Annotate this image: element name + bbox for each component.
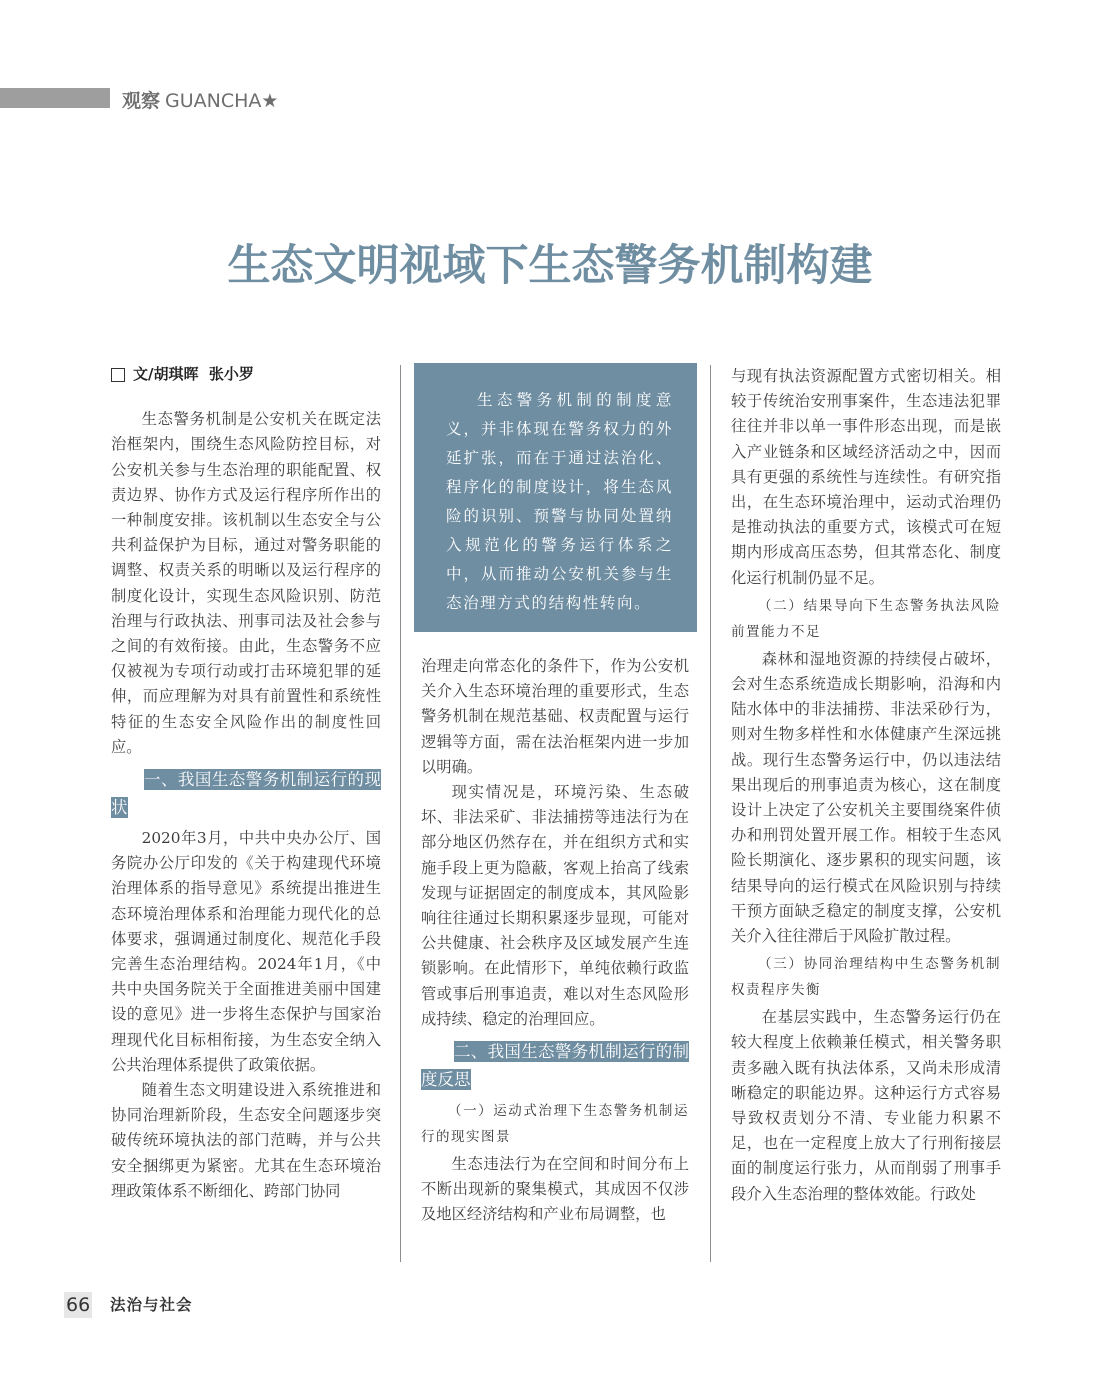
paragraph: 2020年3月，中共中央办公厅、国务院办公厅印发的《关于构建现代环境治理体系的指导意见》系统提出推进生态环境治理体系和治理能力现代化的总体要求，强调通过制度化、规范化手段完善生态治理结构。2024年1月，《中共中央国务院关于全面推进美丽中国建设的意见》进一步将生态保护与国家治理现代化目标相衔接，为生态安全纳入公共治理体系提供了政策依据。 [111,829,381,1074]
star-icon: ★ [261,90,279,112]
section-label-cn: 观察 [122,90,161,112]
page-number: 66 [66,1294,91,1316]
column-1 [111,362,381,1204]
paragraph: 生态违法行为在空间和时间分布上不断出现新的聚集模式，其成因不仅涉及地区经济结构和产业布局调整，也 [421,1155,689,1224]
column-divider [400,365,401,1262]
column-2 [421,654,689,1228]
paragraph: 与现有执法资源配置方式密切相关。相较于传统治安刑事案件，生态违法犯罪往往并非以单一事件形态出现，而是嵌入产业链条和区域经济活动之中，因而具有更强的系统性与连续性。有研究指出，在生态环境治理中，运动式治理仍是推动执法的重要方式，该模式可在短期内形成高压态势，但其常态化、制度化运行机制仍显不足。 [731,367,1001,587]
article-title: 生态文明视域下生态警务机制构建 [227,241,873,291]
pull-quote [414,363,697,632]
section-label-en: GUANCHA [165,90,262,112]
publication-name: 法治与社会 [110,1296,193,1314]
column-3 [731,364,1001,1207]
paragraph: 随着生态文明建设进入系统推进和协同治理新阶段，生态安全问题逐步突破传统环境执法的部门范畴，并与公共安全捆绑更为紧密。尤其在生态环境治理政策体系不断细化、跨部门协同 [111,1081,381,1200]
column-divider [710,365,711,1262]
author-names: 文/胡琪晖 张小罗 [133,365,254,383]
paragraph: 森林和湿地资源的持续侵占破坏，会对生态系统造成长期影响，沿海和内陆水体中的非法捕捞、非法采砂行为，则对生物多样性和水体健康产生深远挑战。现行生态警务运行中，仍以违法结果出现后的刑事追责为核心，这在制度设计上决定了公安机关主要围绕案件侦办和刑罚处置开展工作。相较于生态风险长期演化、逐步累积的现实问题，该结果导向的运行模式在风险识别与持续干预方面缺乏稳定的制度支撑，公安机关介入往往滞后于风险扩散过程。 [731,649,1001,946]
paragraph: 治理走向常态化的条件下，作为公安机关介入生态环境治理的重要形式，生态警务机制在规范基础、权责配置与运行逻辑等方面，需在法治框架内进一步加以明确。 [421,657,689,776]
subheading-3: （三）协同治理结构中生态警务机制权责程序失衡 [731,956,1001,999]
section-header-bar [0,88,110,108]
section-heading-2: 二、我国生态警务机制运行的制度反思 [421,1042,689,1090]
paragraph: 在基层实践中，生态警务运行仍在较大程度上依赖兼任模式，相关警务职责多融入既有执法体系，又尚未形成清晰稳定的职能边界。这种运行方式容易导致权责划分不清、专业能力积累不足，也在一定程度上放大了行刑衔接层面的制度运行张力，从而削弱了刑事手段介入生态治理的整体效能。行政处 [731,1008,1001,1203]
subheading-1: （一）运动式治理下生态警务机制运行的现实图景 [421,1103,689,1146]
paragraph: 现实情况是，环境污染、生态破坏、非法采矿、非法捕捞等违法行为在部分地区仍然存在，并在组织方式和实施手段上更为隐蔽，客观上抬高了线索发现与证据固定的制度成本，其风险影响往往通过长期积累逐步显现，可能对公共健康、社会秩序及区域发展产生连锁影响。在此情形下，单纯依赖行政监管或事后刑事追责，难以对生态风险形成持续、稳定的治理回应。 [421,783,689,1028]
section-label [122,86,278,113]
checkbox-square-icon [111,368,125,382]
pull-quote-text: 生态警务机制的制度意义，并非体现在警务权力的外延扩张，而在于通过法治化、程序化的制度设计，将生态风险的识别、预警与协同处置纳入规范化的警务运行体系之中，从而推动公安机关参与生态治理方式的结构性转向。 [446,391,673,612]
section-heading-1: 一、我国生态警务机制运行的现状 [111,770,381,818]
subheading-2: （二）结果导向下生态警务执法风险前置能力不足 [731,597,1001,640]
author-line [111,362,381,387]
paragraph: 生态警务机制是公安机关在既定法治框架内，围绕生态风险防控目标，对公安机关参与生态治理的职能配置、权责边界、协作方式及运行程序所作出的一种制度安排。该机制以生态安全与公共利益保护为目标，通过对警务职能的调整、权责关系的明晰以及运行程序的制度化设计，实现生态风险识别、防范治理与行政执法、刑事司法及社会参与之间的有效衔接。由此，生态警务不应仅被视为专项行动或打击环境犯罪的延伸，而应理解为对具有前置性和系统性特征的生态安全风险作出的制度性回应。 [111,410,381,756]
